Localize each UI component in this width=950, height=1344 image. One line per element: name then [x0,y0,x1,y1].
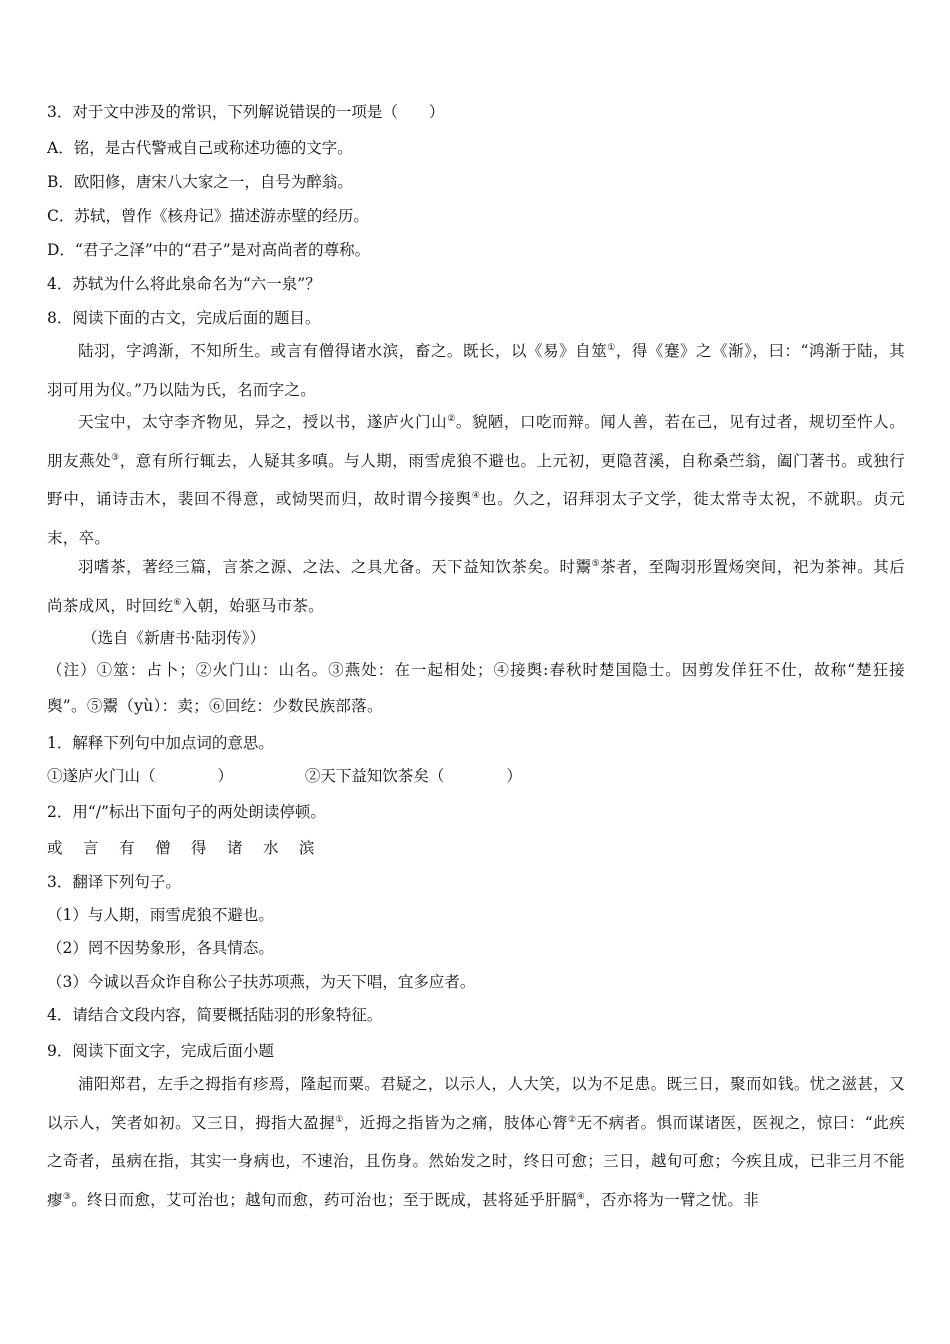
translate-item-2: （2）罔不因势象形，各具情态。 [47,939,274,957]
sentence-char: 或 [47,839,63,857]
footnote-mark: ④ [471,490,481,501]
translate-item-1: （1）与人期，雨雪虎狼不避也。 [47,906,274,924]
sentence-char: 滨 [299,839,315,857]
item-1: ①遂庐火门山（ ） [47,767,234,785]
option-b: B．欧阳修，唐宋八大家之一，自号为醉翁。 [47,173,353,191]
question-4: 4．苏轼为什么将此泉命名为“六一泉”？ [47,275,321,293]
passage-8-paragraph-1: 陆羽，字鸿渐，不知所生。或言有僧得诸水滨，畜之。既长，以《易》自筮①，得《蹇》之《渐》，曰：“鸿渐于陆，其羽可用为仪。”乃以陆为氏，名而字之。 [47,342,905,399]
section-8-heading: 8．阅读下面的古文，完成后面的题目。 [47,309,321,327]
footnote-mark: ① [335,1114,344,1125]
sentence-char: 得 [191,839,207,857]
question-8-2: 2．用“/”标出下面句子的两处朗读停顿。 [47,803,326,821]
footnote-mark: ③ [62,1191,72,1202]
question-8-1-items [47,766,522,786]
item-2: ②天下益知饮茶矣（ ） [304,767,522,785]
sentence-char: 有 [119,839,135,857]
footnote-mark: ① [607,342,616,353]
question-8-1: 1．解释下列句中加点词的意思。 [47,734,274,752]
option-d: D．“君子之泽”中的“君子”是对高尚者的尊称。 [47,241,371,259]
footnote-mark: ⑥ [173,597,182,608]
footnotes: （注）①筮：占卜；②火门山：山名。③燕处：在一起相处；④接舆:春秋时楚国隐士。因剪发佯狂不仕，故称“楚狂接舆”。⑤鬻（yù）：卖；⑥回纥：少数民族部落。 [47,661,905,715]
option-c: C．苏轼，曾作《核舟记》描述游赤壁的经历。 [47,207,369,225]
footnote-mark: ⑤ [591,558,601,569]
footnote-mark: ④ [576,1191,586,1202]
question-8-3: 3．翻译下列句子。 [47,873,181,891]
translate-item-3: （3）今诚以吾众诈自称公子扶苏项燕，为天下唱，宜多应者。 [47,973,476,991]
passage-source: （选自《新唐书·陆羽传》） [82,629,266,647]
passage-9-paragraph-1: 浦阳郑君，左手之拇指有疹焉，隆起而粟。君疑之，以示人，人大笑，以为不足患。既三日，聚而如钱。忧之滋甚，又以示人，笑者如初。又三日，拇指大盈握①，近拇之指皆为之痛，肢体心膂②无不病者。惧而谋诸医，医视之，惊曰：“此疾之奇者，虽病在指，其实一身病也，不速治，且伤身。然始发之时，终日可愈；三日，越旬可愈；今疾且成，已非三月不能瘳③。终日而愈，艾可治也；越旬而愈，药可治也；至于既成，甚将延乎肝膈④，否亦将为一臂之忧。非 [47,1075,906,1209]
sentence-char: 言 [83,839,99,857]
passage-8-paragraph-3: 羽嗜茶，著经三篇，言茶之源、之法、之具尤备。天下益知饮茶矣。时鬻⑤茶者，至陶羽形置炀突间，祀为茶神。其后尚茶成风，时回纥⑥入朝，始驱马市茶。 [47,558,906,615]
sentence-char: 水 [263,839,279,857]
sentence-char: 僧 [155,839,171,857]
question-8-4: 4．请结合文段内容，简要概括陆羽的形象特征。 [47,1006,383,1024]
option-a: A．铭，是古代警戒自己或称述功德的文字。 [47,139,353,157]
footnote-mark: ③ [111,452,120,463]
question-3-heading: 3．对于文中涉及的常识，下列解说错误的一项是（ ） [47,103,445,121]
footnote-mark: ② [447,413,456,424]
pause-sentence [47,838,335,858]
section-9-heading: 9．阅读下面文字，完成后面小题 [47,1042,274,1060]
passage-8-paragraph-2: 天宝中，太守李齐物见，异之，授以书，遂庐火门山②。貌陋，口吃而辩。闻人善，若在己，见有过者，规切至忤人。朋友燕处③，意有所行辄去，人疑其多嗔。与人期，雨雪虎狼不避也。上元初，更隐苕溪，自称桑苎翁，阖门著书。或独行野中，诵诗击木，裴回不得意，或恸哭而归，故时谓今接舆④也。久之，诏拜羽太子文学，徙太常寺太祝，不就职。贞元末，卒。 [47,413,906,547]
sentence-char: 诸 [227,839,243,857]
footnote-mark: ② [567,1114,577,1125]
